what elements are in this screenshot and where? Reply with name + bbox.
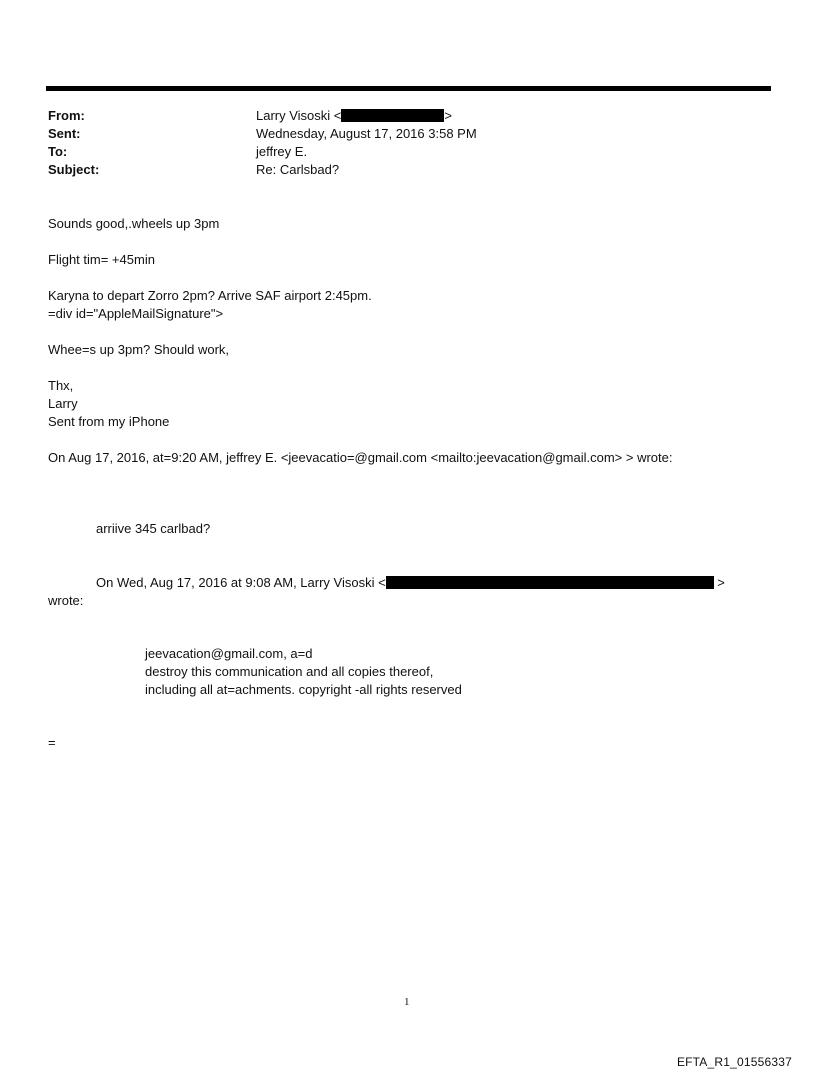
sent-value: Wednesday, August 17, 2016 3:58 PM <box>256 126 477 141</box>
to-label: To: <box>48 144 68 159</box>
from-value <box>256 107 452 125</box>
redaction-bar <box>341 109 444 122</box>
subject-value: Re: Carlsbad? <box>256 162 340 177</box>
page-number: 1 <box>404 996 410 1008</box>
quoted-line: destroy this communication and all copies thereof, <box>145 664 434 679</box>
body-line: Thx, <box>48 378 74 393</box>
body-line: Whee=s up 3pm? Should work, <box>48 342 230 357</box>
quoted-attribution <box>96 574 725 592</box>
body-line: Sent from my iPhone <box>48 414 170 429</box>
subject-label: Subject: <box>48 162 100 177</box>
body-line: Sounds good,.wheels up 3pm <box>48 216 220 231</box>
quoted-line: including all at=achments. copyright -all rights reserved <box>145 682 462 697</box>
to-value: jeffrey E. <box>256 144 308 159</box>
body-line: Flight tim= +45min <box>48 252 155 267</box>
from-name: Larry Visoski < <box>256 108 342 123</box>
redaction-bar <box>386 576 714 589</box>
quoted-attribution-end: > <box>713 575 725 590</box>
body-line: Karyna to depart Zorro 2pm? Arrive SAF airport 2:45pm. <box>48 288 372 303</box>
from-label: From: <box>48 108 85 123</box>
from-close: > <box>444 108 452 123</box>
quote-attribution: On Aug 17, 2016, at=9:20 AM, jeffrey E. <jeevacatio=@gmail.com <mailto:jeevacation@gmail.com> > wrote: <box>48 450 673 465</box>
quoted-line: arriive 345 carlbad? <box>96 521 211 536</box>
body-line: =div id="AppleMailSignature"> <box>48 306 224 321</box>
quoted-line: jeevacation@gmail.com, a=d <box>145 646 313 661</box>
body-line: = <box>48 735 56 750</box>
document-id: EFTA_R1_01556337 <box>676 1055 792 1069</box>
sent-label: Sent: <box>48 126 81 141</box>
quoted-attribution-start: On Wed, Aug 17, 2016 at 9:08 AM, Larry Visoski < <box>96 575 386 590</box>
header-rule <box>46 86 771 91</box>
quoted-attribution-wrap: wrote: <box>48 593 84 608</box>
body-line: Larry <box>48 396 78 411</box>
